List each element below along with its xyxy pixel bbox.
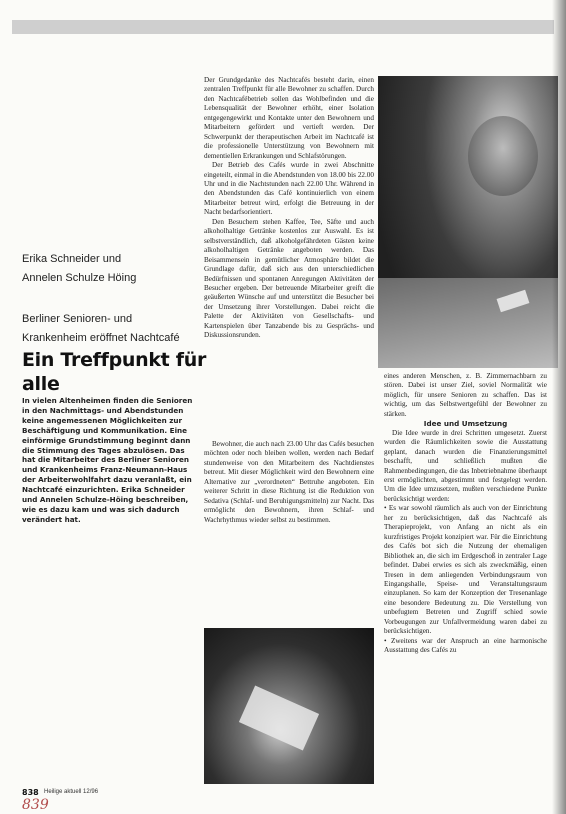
footer-issue: Heilige aktuell 12/96	[44, 789, 99, 795]
section-heading: Idee und Umsetzung	[423, 419, 508, 429]
column-right	[384, 372, 547, 656]
paragraph: Bewohner, die auch nach 23.00 Uhr das Cafés besuchen möchten oder noch bleiben wollen, werden nach Bedarf stundenweise von den Mitarbeitern des Nachtdienstes betreut. Mit dieser Möglichkeit wird den Bewohnern eine Alternative zur „verordneten“ Bettruhe angeboten. Ein weiterer Schritt in diese Richtung ist die Reduktion von Sedativa (Schlaf- und Beruhigungsmitteln) zur Nacht. Das ermöglicht den Bewohnern, ihren Schlaf- und Wachrhythmus wieder selbst zu bestimmen.	[204, 440, 374, 524]
lead-paragraph: In vielen Altenheimen finden die Senioren in den Nachmittags- und Abendstunden keine angemessenen Möglichkeiten zur Beschäftigung und Kommunikation. Eine einförmige Grundstimmung beginnt dann die Stimmung des Tages abzulösen. Das hat die Mitarbeiter des Berliner Senioren und Krankenheims Franz-Neumann-Haus der Arbeiterwohlfahrt dazu veranlaßt, ein Nachtcafé einzurichten. Erika Schneider und Annelen Schulze-Höing beschreiben, wie es dazu kam und was sich dadurch verändert hat.	[22, 396, 193, 524]
photo-cards-shape	[239, 685, 319, 750]
column-middle-bottom	[204, 440, 374, 525]
column-middle-top	[204, 76, 374, 341]
headline: Ein Treffpunkt für alle	[22, 349, 207, 395]
paragraph: Den Besuchern stehen Kaffee, Tee, Säfte und auch alkoholhaltige Getränke kostenlos zur Auswahl. Es ist selbstverständlich, daß alkoholgefährdeten Gästen keine alkoholhaltigen Getränke angeboten werden. Das Beisammensein in gemütlicher Atmosphäre bildet die Grundlage dafür, daß sich aus den unterschiedlichen Bedürfnissen und spontanen Anregungen Aktivitäten der Besucher ergeben. Der betreuende Mitarbeiter greift die geäußerten Wünsche auf und unterstützt die Besucher bei der Umsetzung ihrer Vorstellungen. Dabei reicht die Palette der Aktivitäten von Gesellschafts- und Kartenspielen über Tanzabende bis zu Gesprächs- und Diskussionsrunden.	[204, 217, 374, 340]
paragraph: • Es war sowohl räumlich als auch von der Einrichtung her zu berücksichtigen, daß das Nachtcafé als Therapieprojekt, von Anfang an nicht als ein kurzfristiges Projekt konzipiert war. Für die Einrichtung des Cafés bot sich die Nutzung der ehemaligen Bibliothek an, die sich im Erdgeschoß in zentraler Lage befindet. Dabei erwies es sich als zweckmäßig, einen Tresen in dem anliegenden Verbindungsraum von Eingangshalle, Speise- und Veranstaltungsraum einzuplanen. So kam der Konzeption der Tresenanlage eine besondere Bedeutung zu. Die Verstellung von unbefugtem Betreten und Zugriff schied sowie Vorbeugungen zur Unfallvermeidung waren dabei zu berücksichtigen.	[384, 504, 547, 636]
author-line-1: Erika Schneider und	[22, 253, 122, 265]
kicker-line-2: Krankenheim eröffnet Nachtcafé	[22, 332, 180, 344]
photo-table-shape	[378, 278, 558, 368]
paragraph: eines anderen Menschen, z. B. Zimmernachbarn zu stören. Dabei ist unser Ziel, soviel Normalität wie möglich, für unsere Senioren zu schaffen. Das ist wichtig, um das Selbstwertgefühl der Bewohner zu stärken.	[384, 372, 547, 418]
author-line	[22, 250, 202, 288]
paragraph: Der Betrieb des Cafés wurde in zwei Abschnitte eingeteilt, einmal in die Abendstunden von 18.00 bis 22.00 Uhr und in die Nachtstunden nach 22.00 Uhr. Während in den Abendstunden das Café kontinuierlich von einem Mitarbeiter betreut wird, erfolgt die Betreuung in der Nacht bedarfsorientiert.	[204, 161, 374, 217]
handwritten-note: 839	[22, 797, 49, 813]
author-line-2: Annelen Schulze Höing	[22, 272, 137, 284]
kicker-line-1: Berliner Senioren- und	[22, 313, 133, 325]
photo-playing-cards	[204, 628, 374, 784]
paragraph: • Zweitens war der Anspruch an eine harmonische Ausstattung des Cafés zu	[384, 636, 547, 655]
kicker	[22, 310, 212, 348]
header-bar	[12, 20, 554, 34]
photo-elderly-woman	[378, 76, 558, 368]
page-number: 838	[22, 788, 39, 797]
photo-face-shape	[468, 116, 538, 196]
paragraph: Die Idee wurde in drei Schritten umgesetzt. Zuerst wurden die Räumlichkeiten sowie die Ausstattung geplant, danach wurden die Finanzierungsmittel beschafft, und schließlich mußten die Rahmenbedingungen, die das Inbetriebnahme überhaupt erst ermöglichten, abgestimmt und festgelegt werden. Um die Idee umzusetzen, mußten verschiedene Punkte berücksichtigt werden:	[384, 428, 547, 503]
page-edge-shadow	[552, 0, 566, 814]
paragraph: Der Grundgedanke des Nachtcafés besteht darin, einen zentralen Treffpunkt für alle Bewohner zu schaffen. Durch den Nachtcafébetrieb sollen das Wohlbefinden und die Lebensqualität der Bewohner erhöht, einer Isolation entgegengewirkt und Kontakte unter den Bewohnern und Mitarbeitern gefördert und vertieft werden. Der Schwerpunkt der therapeutischen Arbeit im Nachtcafé ist die professionelle Unterstützung von Bewohnern mit dementiellen Erkrankungen und Schlafstörungen.	[204, 76, 374, 160]
